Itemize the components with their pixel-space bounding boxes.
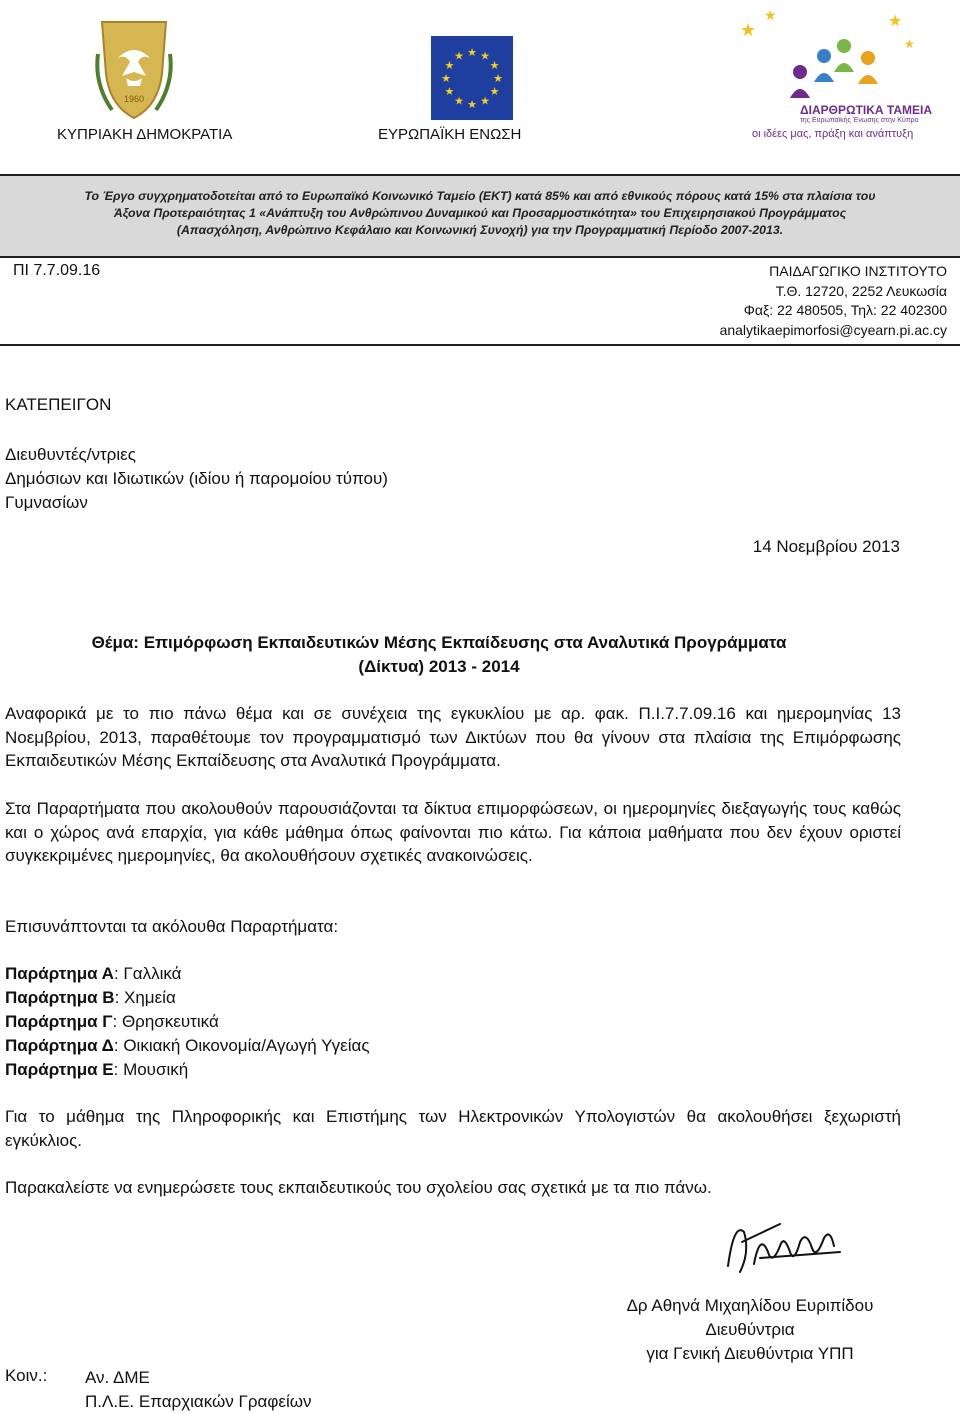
reference-number: ΠΙ 7.7.09.16 — [13, 262, 101, 279]
eu-star-icon: ★ — [444, 85, 455, 98]
paragraph-2: Στα Παραρτήματα που ακολουθούν παρουσιάζονται τα δίκτυα επιμορφώσεων, οι ημερομηνίες διεξαγωγής τους καθώς και ο χώρος ανά επαρχία, για κάθε μάθημα όπως φαίνονται πιο κάτω. Για κάποια μαθήματα που δεν έχουν οριστεί συγκεκριμένες ημερομηνίες, θα ακολουθήσουν σχετικές ανακοινώσεις. — [5, 799, 901, 865]
signature-block — [590, 1294, 910, 1366]
cc-label: Κοιν.: — [5, 1366, 48, 1385]
appendix-item — [5, 1034, 370, 1058]
svg-text:★: ★ — [740, 20, 757, 41]
structural-funds-title: ΔΙΑΡΘΡΩΤΙΚΑ ΤΑΜΕΙΑ — [800, 103, 933, 117]
cyprus-coat-of-arms-icon — [92, 14, 176, 124]
recipient-line-2: Δημόσιων και Ιδιωτικών (ιδίου ή παρομοίου τύπου) — [5, 469, 388, 488]
subject-line-2: (Δίκτυα) 2013 - 2014 — [358, 657, 520, 676]
svg-text:★: ★ — [764, 8, 777, 24]
funding-banner — [0, 174, 960, 258]
cc-line-2: Π.Λ.Ε. Επαρχιακών Γραφείων — [85, 1392, 312, 1411]
subject — [0, 631, 878, 679]
handwritten-signature — [720, 1212, 850, 1282]
letter-date: 14 Νοεμβρίου 2013 — [752, 537, 900, 556]
subject-line-1: Θέμα: Επιμόρφωση Εκπαιδευτικών Μέσης Εκπαίδευσης στα Αναλυτικά Προγράμματα — [91, 633, 787, 652]
eu-star-icon: ★ — [454, 94, 464, 108]
appendix-value: : Γαλλικά — [113, 964, 182, 983]
eu-star-icon: ★ — [489, 85, 500, 98]
appendix-value: : Οικιακή Οικονομία/Αγωγή Υγείας — [113, 1036, 370, 1055]
institute-name: ΠΑΙΔΑΓΩΓΙΚΟ ΙΝΣΤΙΤΟΥΤΟ — [769, 263, 947, 279]
appendix-value: : Χημεία — [114, 988, 176, 1007]
appendix-value: : Θρησκευτικά — [112, 1012, 219, 1031]
eu-star-icon: ★ — [467, 46, 477, 59]
banner-line-3: (Απασχόληση, Ανθρώπινο Κεφάλαιο και Κοινωνική Συνοχή) για την Προγραμματική Περίοδο 2007-2013. — [176, 223, 784, 237]
eu-label: ΕΥΡΩΠΑΪΚΗ ΕΝΩΣΗ — [378, 126, 522, 143]
paragraph-1: Αναφορικά με το πιο πάνω θέμα και σε συνέχεια της εγκυκλίου με αρ. φακ. Π.Ι.7.7.09.16 και ημερομηνίας 13 Νοεμβρίου, 2013, παραθέτουμε τον προγραμματισμό των Δικτύων που θα γίνουν στα πλαίσια της Επιμόρφωσης Εκπαιδευτικών Μέσης Εκπαίδευσης στα Αναλυτικά Προγράμματα. — [5, 704, 901, 770]
svg-text:1960: 1960 — [123, 94, 145, 104]
appendix-item — [5, 1010, 370, 1034]
svg-text:★: ★ — [904, 37, 915, 51]
appendix-value: : Μουσική — [113, 1060, 189, 1079]
structural-funds-subtitle: της Ευρωπαϊκής Ένωσης στην Κύπρο — [800, 117, 919, 124]
appendix-label: Παράρτημα Ε — [5, 1060, 114, 1079]
eu-star-icon: ★ — [480, 94, 490, 108]
email-address: analytikaepimorfosi@cyearn.pi.ac.cy — [719, 321, 947, 338]
appendix-label: Παράρτημα Δ — [5, 1036, 114, 1055]
appendix-label: Παράρτημα Α — [5, 964, 114, 983]
appendix-item — [5, 962, 370, 986]
paragraph-4: Για το μάθημα της Πληροφορικής και Επιστήμης των Ηλεκτρονικών Υπολογιστών θα ακολουθήσει ξεχωριστή εγκύκλιος. — [5, 1107, 901, 1150]
svg-text:★: ★ — [888, 11, 903, 30]
cc-recipients — [85, 1366, 312, 1414]
appendix-list — [5, 962, 370, 1082]
appendix-label: Παράρτημα Β — [5, 988, 115, 1007]
structural-funds-slogan: οι ιδέες μας, πράξη και ανάπτυξη — [752, 128, 914, 140]
paragraph-3: Επισυνάπτονται τα ακόλουθα Παραρτήματα: — [5, 917, 339, 936]
appendix-label: Παράρτημα Γ — [5, 1012, 113, 1031]
eu-star-icon: ★ — [489, 59, 500, 72]
eu-star-icon: ★ — [454, 49, 464, 63]
recipient-line-3: Γυμνασίων — [5, 493, 88, 512]
cyprus-label: ΚΥΠΡΙΑΚΗ ΔΗΜΟΚΡΑΤΙΑ — [57, 126, 233, 143]
signatory-title: Διευθύντρια — [705, 1320, 795, 1339]
appendix-item — [5, 986, 370, 1010]
signatory-for: για Γενική Διευθύντρια ΥΠΠ — [646, 1344, 854, 1363]
structural-funds-logo-icon — [720, 6, 930, 100]
recipient-line-1: Διευθυντές/ντριες — [5, 445, 136, 464]
header-divider — [0, 344, 960, 346]
urgent-label: ΚΑΤΕΠΕΙΓΟΝ — [5, 395, 112, 414]
appendix-item — [5, 1058, 370, 1082]
eu-star-icon: ★ — [444, 59, 455, 72]
paragraph-5: Παρακαλείστε να ενημερώσετε τους εκπαιδευτικούς του σχολείου σας σχετικά με τα πιο πάνω. — [5, 1178, 712, 1197]
sender-address — [720, 262, 947, 340]
banner-line-1: Το Έργο συγχρηματοδοτείται από το Ευρωπαϊκό Κοινωνικό Ταμείο (ΕΚΤ) κατά 85% και από εθνικούς πόρους κατά 15% στα πλαίσια του — [84, 189, 876, 203]
cc-line-1: Αν. ΔΜΕ — [85, 1368, 150, 1387]
eu-star-icon: ★ — [493, 72, 503, 85]
eu-star-icon: ★ — [441, 72, 451, 85]
banner-line-2: Άξονα Προτεραιότητας 1 «Ανάπτυξη του Ανθρώπινου Δυναμικού και Προσαρμοστικότητα» του Επιχειρησιακού Προγράμματος — [113, 206, 847, 220]
postal-address: Τ.Θ. 12720, 2252 Λευκωσία — [775, 282, 947, 299]
signatory-name: Δρ Αθηνά Μιχαηλίδου Ευριπίδου — [626, 1296, 874, 1315]
contact-numbers: Φαξ: 22 480505, Τηλ: 22 402300 — [743, 302, 947, 318]
eu-star-icon: ★ — [467, 98, 477, 111]
recipients — [5, 443, 388, 515]
eu-star-icon: ★ — [480, 49, 490, 63]
eu-flag-icon — [431, 36, 513, 120]
